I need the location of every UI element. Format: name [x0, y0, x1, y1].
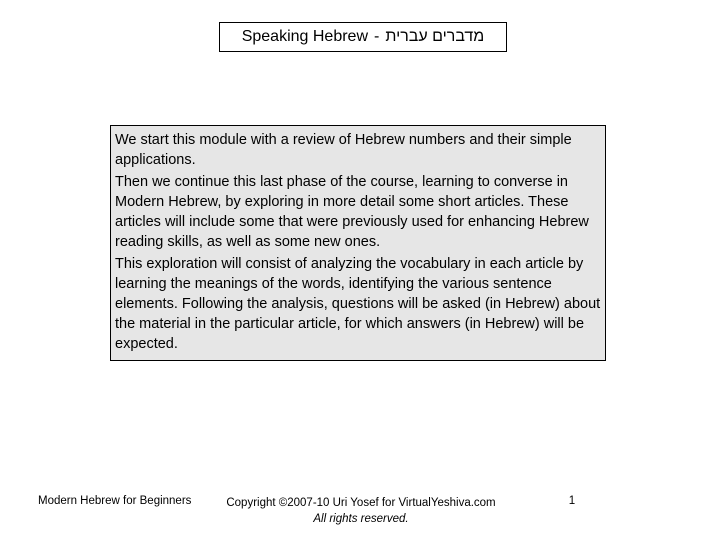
- title-hebrew: מדברים עברית: [385, 28, 485, 45]
- paragraph-1: We start this module with a review of Hebrew numbers and their simple applications.: [115, 132, 572, 168]
- footer-copyright: Copyright ©2007-10 Uri Yosef for VirtualYeshiva.com: [226, 497, 496, 509]
- paragraph-3: This exploration will consist of analyzing the vocabulary in each article by learning the meanings of the words, identifying the various sentence elements. Following the analysis, questions will be asked (in Hebrew) about the material in the particular article, for which answers (in Hebrew) will be expected.: [115, 256, 601, 352]
- page-number: 1: [568, 495, 576, 507]
- slide-title: [219, 22, 507, 52]
- paragraph-2: Then we continue this last phase of the course, learning to converse in Modern Hebrew, by exploring in more detail some short articles. These articles will include some that were previously used for enhancing Hebrew reading skills, as well as some new ones.: [115, 174, 589, 250]
- footer-rights: All rights reserved.: [313, 513, 409, 525]
- footer-course-name: Modern Hebrew for Beginners: [38, 495, 192, 507]
- content-box: [110, 125, 606, 361]
- title-separator: -: [374, 28, 380, 45]
- footer-copyright-block: [210, 495, 512, 527]
- title-english: Speaking Hebrew: [241, 28, 368, 45]
